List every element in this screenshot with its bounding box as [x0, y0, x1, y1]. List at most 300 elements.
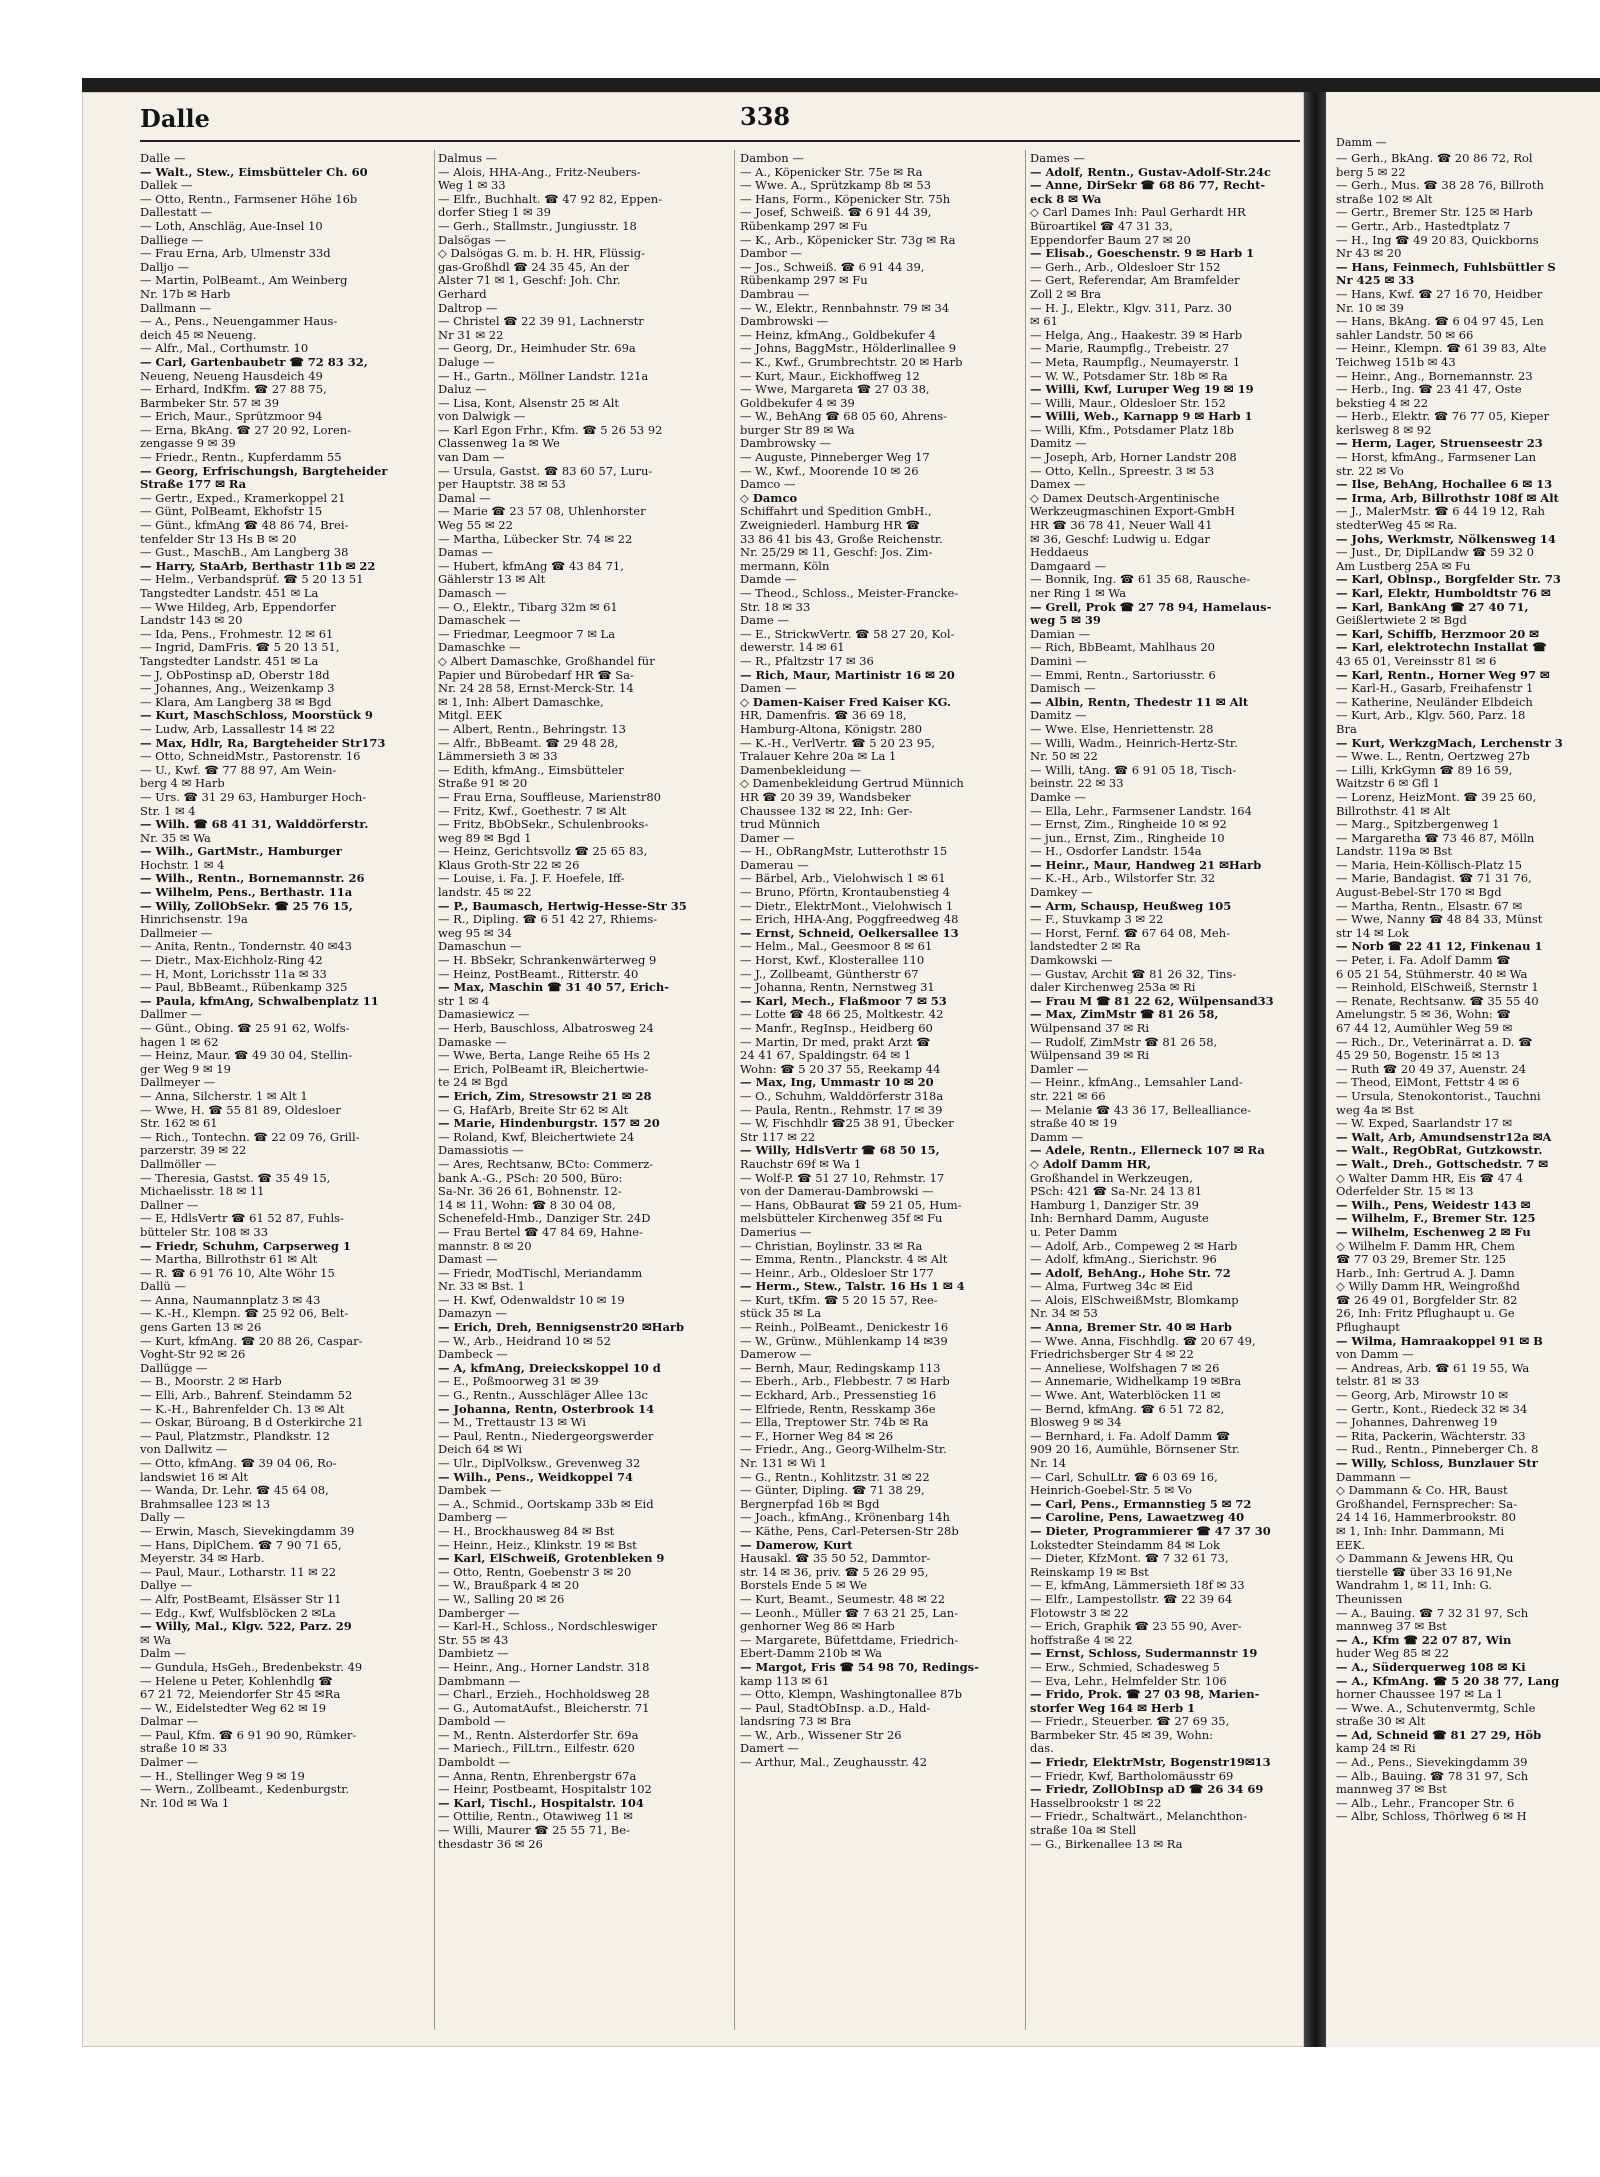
directory-entry: Barmbeker Str. 57 ✉ 39 [140, 396, 280, 410]
scan-left-margin [0, 78, 82, 2028]
directory-entry: — Gundula, HsGeh., Bredenbekstr. 49 [140, 1660, 363, 1674]
directory-entry: Damex — [1030, 478, 1086, 492]
directory-entry: — Dietr., Max-Eichholz-Ring 42 [140, 954, 323, 968]
directory-entry: Großhandel in Werkzeugen, [1030, 1171, 1193, 1185]
directory-entry: Weg 1 ✉ 33 [438, 179, 506, 193]
directory-entry: — W., Salling 20 ✉ 26 [438, 1592, 565, 1606]
column-divider [434, 150, 435, 2030]
directory-entry: — G., Rentn., Ausschläger Allee 13c [438, 1389, 648, 1403]
directory-entry: — Willi, Web., Karnapp 9 ✉ Harb 1 [1030, 410, 1253, 424]
directory-entry: Nr. 10d ✉ Wa 1 [140, 1796, 230, 1810]
directory-entry: Oderfelder Str. 15 ✉ 13 [1336, 1185, 1474, 1199]
directory-entry: — Frau Bertel ☎ 47 84 69, Hahne- [438, 1225, 643, 1239]
directory-entry: — Helga, Ang., Haakestr. 39 ✉ Harb [1030, 328, 1243, 342]
directory-entry: Damkey — [1030, 886, 1093, 900]
directory-entry: Damisch — [1030, 682, 1096, 696]
directory-entry: — Paula, Rentn., Rehmstr. 17 ✉ 39 [740, 1103, 943, 1117]
directory-entry: per Hauptstr. 38 ✉ 53 [438, 478, 566, 492]
directory-entry: Damer — [740, 831, 795, 845]
directory-entry: ✉ 61 [1030, 315, 1058, 329]
directory-entry: — Karl, Oblnsp., Borgfelder Str. 73 [1336, 573, 1561, 587]
directory-entry: Nr. 34 ✉ 53 [1030, 1307, 1098, 1321]
directory-entry: Sa-Nr. 36 26 61, Bohnenstr. 12- [438, 1185, 622, 1199]
page-header-word: Dalle [140, 104, 210, 133]
directory-entry: kamp 24 ✉ Ri [1336, 1742, 1416, 1756]
directory-entry: — Gust., MaschB., Am Langberg 38 [140, 546, 349, 560]
directory-entry: — Günt, PolBeamt, Ekhofstr 15 [140, 505, 323, 519]
directory-entry: — E, kfmAng, Lämmersieth 18f ✉ 33 [1030, 1579, 1245, 1593]
directory-entry: landswiet 16 ✉ Alt [140, 1470, 248, 1484]
directory-entry: Damini — [1030, 654, 1087, 668]
directory-entry: — Ad, Schneid ☎ 81 27 29, Höb [1336, 1728, 1542, 1742]
directory-entry: — Ernst, Schloss, Sudermannstr 19 [1030, 1647, 1258, 1661]
directory-entry: Dalsögas — [438, 233, 506, 247]
directory-entry: August-Bebel-Str 170 ✉ Bgd [1336, 886, 1502, 900]
directory-entry: ☎ 26 49 01, Borgfelder Str. 82 [1336, 1293, 1518, 1307]
directory-entry: storfer Weg 164 ✉ Herb 1 [1030, 1701, 1196, 1715]
directory-entry: gens Garten 13 ✉ 26 [140, 1321, 262, 1335]
directory-entry: — Alma, Furtweg 34c ✉ Eid [1030, 1280, 1193, 1294]
directory-entry: Goldbekufer 4 ✉ 39 [740, 396, 855, 410]
directory-entry: — Adolf, Arb., Compeweg 2 ✉ Harb [1030, 1239, 1238, 1253]
directory-entry: — Alfr., Mal., Corthumstr. 10 [140, 342, 309, 356]
directory-entry: — Eckhard, Arb., Pressenstieg 16 [740, 1389, 937, 1403]
directory-entry: Dambold — [438, 1715, 506, 1729]
directory-entry: Hausakl. ☎ 35 50 52, Dammtor- [740, 1552, 931, 1566]
directory-entry: 67 21 72, Meiendorfer Str 45 ✉Ra [140, 1688, 341, 1702]
directory-entry: Damaschek — [438, 614, 521, 628]
directory-entry: daler Kirchenweg 253a ✉ Ri [1030, 981, 1196, 995]
directory-entry: — Auguste, Pinneberger Weg 17 [740, 451, 930, 465]
directory-entry: — Elfriede, Rentn, Resskamp 36e [740, 1402, 936, 1416]
directory-entry: Meyerstr. 34 ✉ Harb. [140, 1552, 265, 1566]
directory-entry: straße 40 ✉ 19 [1030, 1117, 1118, 1131]
directory-entry: — Heinr., Ang., Horner Landstr. 318 [438, 1660, 650, 1674]
directory-entry: — Erich, PolBeamt iR, Bleichertwie- [438, 1062, 649, 1076]
directory-entry: — Heinr, Postbeamt, Hospitalstr 102 [438, 1783, 652, 1797]
directory-entry: Nr. 24 28 58, Ernst-Merck-Str. 14 [438, 682, 634, 696]
directory-entry: — Hubert, kfmAng ☎ 43 84 71, [438, 559, 624, 573]
directory-entry: — K.-H., VerlVertr. ☎ 5 20 23 95, [740, 736, 936, 750]
directory-entry: — Willi, Wadm., Heinrich-Hertz-Str. [1030, 736, 1238, 750]
directory-entry: Damal — [438, 491, 491, 505]
directory-entry: Damaske — [438, 1035, 507, 1049]
directory-entry: — Roland, Kwf, Bleichertwiete 24 [438, 1130, 635, 1144]
directory-entry: landsring 73 ✉ Bra [740, 1715, 852, 1729]
directory-entry: — Ursula, Gastst. ☎ 83 60 57, Luru- [438, 464, 653, 478]
directory-entry: — Hans, BkAng. ☎ 6 04 97 45, Len [1336, 315, 1544, 329]
directory-entry: Dalmer — [140, 1756, 199, 1770]
directory-entry: — Elli, Arb., Bahrenf. Steindamm 52 [140, 1389, 353, 1403]
directory-entry: — Jos., Schweiß. ☎ 6 91 44 39, [740, 260, 925, 274]
directory-entry: Flotowstr 3 ✉ 22 [1030, 1606, 1129, 1620]
directory-entry: — Paul, Maur., Lotharstr. 11 ✉ 22 [140, 1565, 337, 1579]
directory-entry: — jun., Ernst, Zim., Ringheide 10 [1030, 831, 1225, 845]
directory-entry: — W, Fischhdlr ☎25 38 91, Übecker [740, 1117, 954, 1131]
directory-entry: — E, HdlsVertr ☎ 61 52 87, Fuhls- [140, 1212, 344, 1226]
directory-entry: ✉ Wa [140, 1633, 171, 1647]
directory-entry: — Ludw, Arb, Lassallestr 14 ✉ 22 [140, 722, 336, 736]
directory-entry: — Hans, Form., Köpenicker Str. 75h [740, 192, 951, 206]
directory-entry: — Ulr., DiplVolksw., Grevenweg 32 [438, 1457, 641, 1470]
directory-entry: Landstr. 119a ✉ Bst [1336, 845, 1453, 859]
directory-entry: — Friedr, ElektrMstr, Bogenstr19✉13 [1030, 1756, 1271, 1770]
directory-entry: — Wilhelm, Eschenweg 2 ✉ Fu [1336, 1225, 1531, 1239]
directory-entry: straße 102 ✉ Alt [1336, 192, 1433, 206]
directory-entry: — Ursula, Stenokontorist., Tauchni [1336, 1089, 1541, 1103]
directory-entry: Nr 31 ✉ 22 [438, 328, 504, 342]
directory-entry: — Wwe Hildeg, Arb, Eppendorfer [140, 600, 336, 614]
directory-entry: — F., Stuvkamp 3 ✉ 22 [1030, 913, 1164, 927]
directory-entry: — Carl, SchulLtr. ☎ 6 03 69 16, [1030, 1470, 1218, 1484]
directory-entry: — Max, Ing, Ummastr 10 ✉ 20 [740, 1076, 934, 1090]
directory-entry: — Ottilie, Rentn., Otawiweg 11 ✉ [438, 1810, 633, 1824]
directory-entry: — H, Mont, Lorichsstr 11a ✉ 33 [140, 967, 327, 981]
directory-entry: Weg 55 ✉ 22 [438, 519, 513, 533]
directory-entry: Dambietz — [438, 1647, 509, 1661]
directory-entry: — Horst, Kwf., Klosterallee 110 [740, 954, 925, 968]
directory-entry: mannstr. 8 ✉ 20 [438, 1239, 532, 1253]
directory-entry: — Fritz, BbObSekr., Schulenbrooks- [438, 818, 649, 832]
directory-entry: Lämmersieth 3 ✉ 33 [438, 750, 558, 764]
directory-entry: Büroartikel ☎ 47 31 33, [1030, 219, 1173, 233]
directory-entry: — Johns, BaggMstr., Hölderlinallee 9 [740, 342, 957, 356]
directory-entry: — Margarete, Büfettdame, Friedrich- [740, 1633, 959, 1647]
directory-entry: — Marie, Bandagist. ☎ 71 31 76, [1336, 872, 1532, 886]
directory-entry: — Helm., Verbandsprüf. ☎ 5 20 13 51 [140, 573, 364, 587]
directory-entry: — Max, Maschin ☎ 31 40 57, Erich- [438, 981, 669, 995]
directory-entry: — Wolf-P. ☎ 51 27 10, Rehmstr. 17 [740, 1171, 945, 1185]
directory-entry: — W., Arb., Wissener Str 26 [740, 1728, 902, 1742]
directory-entry: Eppendorfer Baum 27 ✉ 20 [1030, 233, 1191, 247]
directory-entry: Rauchstr 69f ✉ Wa 1 [740, 1157, 862, 1171]
directory-entry: Wohn: ☎ 5 20 37 55, Reekamp 44 [740, 1062, 941, 1076]
directory-entry: Straße 177 ✉ Ra [140, 478, 247, 492]
directory-entry: ✉ 36, Geschf: Ludwig u. Edgar [1030, 532, 1210, 546]
directory-entry: — Arthur, Mal., Zeughausstr. 42 [740, 1756, 928, 1770]
directory-entry: — Erich, HHA-Ang, Poggfreedweg 48 [740, 913, 959, 927]
directory-entry: — Wwe, Nanny ☎ 48 84 33, Münst [1336, 913, 1543, 927]
directory-entry: — Louise, i. Fa. J. F. Hoefele, Iff- [438, 872, 625, 886]
directory-entry: — Arm, Schausp, Heußweg 105 [1030, 899, 1232, 913]
directory-entry: — Ares, Rechtsanw, BCto: Commerz- [438, 1157, 654, 1171]
directory-entry: Damco — [740, 478, 796, 492]
directory-entry: Bergnerpfad 16b ✉ Bgd [740, 1497, 880, 1511]
directory-entry: — H., Stellinger Weg 9 ✉ 19 [140, 1769, 305, 1783]
directory-entry: — Wanda, Dr. Lehr. ☎ 45 64 08, [140, 1484, 329, 1498]
directory-entry: ✉ 1, Inh: Albert Damaschke, [438, 695, 604, 709]
directory-entry: bank A.-G., PSch: 20 500, Büro: [438, 1171, 623, 1185]
directory-entry: Damler — [1030, 1062, 1089, 1076]
directory-entry: — W., Eidelstedter Weg 62 ✉ 19 [140, 1701, 327, 1715]
directory-entry: — H. Kwf, Odenwaldstr 10 ✉ 19 [438, 1293, 625, 1307]
directory-entry: mannweg 37 ✉ Bst [1336, 1783, 1447, 1797]
directory-entry: — W., Elektr., Rennbahnstr. 79 ✉ 34 [740, 301, 950, 315]
directory-entry: huder Weg 85 ✉ 22 [1336, 1647, 1450, 1661]
directory-entry: — J., Zollbeamt, Güntherstr 67 [740, 967, 919, 981]
directory-entry: te 24 ✉ Bgd [438, 1076, 508, 1090]
directory-entry: — Anita, Rentn., Tondernstr. 40 ✉43 [140, 940, 353, 954]
directory-entry: Dalliege — [140, 233, 204, 247]
directory-entry: — Horst, kfmAng., Farmsener Lan [1336, 451, 1537, 465]
directory-entry: Chaussee 132 ✉ 22, Inh: Ger- [740, 804, 913, 818]
directory-entry: stedterWeg 45 ✉ Ra. [1336, 519, 1458, 533]
directory-entry: — Karl, ElSchweiß, Grotenbleken 9 [438, 1552, 665, 1566]
directory-entry: — Maria, Hein-Köllisch-Platz 15 [1336, 858, 1523, 872]
directory-column-1 [140, 152, 418, 1810]
directory-entry: — Elisab., Goeschenstr. 9 ✉ Harb 1 [1030, 247, 1255, 261]
directory-entry: — Heinr., Heiz., Klinkstr. 19 ✉ Bst [438, 1538, 637, 1552]
directory-entry: — Friedr, Schuhm, Carpserweg 1 [140, 1239, 351, 1253]
directory-entry: — Dietr., ElektrMont., Vielohwisch 1 [740, 899, 954, 913]
directory-entry: — A., Schmid., Oortskamp 33b ✉ Eid [438, 1497, 654, 1511]
directory-entry: Amelungstr. 5 ✉ 36, Wohn: ☎ [1336, 1008, 1511, 1022]
directory-entry: Damgaard — [1030, 559, 1107, 573]
directory-entry: — Heinz, Gerichtsvollz ☎ 25 65 83, [438, 845, 648, 859]
directory-entry: weg 4a ✉ Bst [1336, 1103, 1414, 1117]
directory-entry: — Anna, Rentn, Ehrenbergstr 67a [438, 1769, 637, 1783]
directory-entry: Brahmsallee 123 ✉ 13 [140, 1497, 271, 1511]
directory-entry: parzerstr. 39 ✉ 22 [140, 1144, 247, 1158]
directory-entry: hoffstraße 4 ✉ 22 [1030, 1633, 1133, 1647]
facing-page-header: Damm — [1336, 136, 1387, 149]
directory-entry: Inh: Bernhard Damm, Auguste [1030, 1212, 1209, 1226]
directory-entry: — Dieter, KfzMont. ☎ 7 32 61 73, [1030, 1552, 1229, 1566]
directory-entry: — J, ObPostinsp aD, Oberstr 18d [140, 668, 330, 682]
directory-entry: Wandrahm 1, ✉ 11, Inh: G. [1336, 1579, 1492, 1593]
directory-entry: — Gertr., Exped., Kramerkoppel 21 [140, 491, 346, 505]
column-divider [734, 150, 735, 2030]
directory-entry: — Friedr, ModTischl, Meriandamm [438, 1266, 643, 1280]
directory-entry: genhorner Weg 86 ✉ Harb [740, 1620, 895, 1634]
directory-entry: — Norb ☎ 22 41 12, Finkenau 1 [1336, 940, 1543, 954]
directory-entry: — Martin, Dr med, prakt Arzt ☎ [740, 1035, 931, 1049]
directory-entry: — Wilh., Rentn., Bornemannstr. 26 [140, 872, 365, 886]
directory-entry: bütteler Str. 108 ✉ 33 [140, 1225, 269, 1239]
directory-entry: — P., Baumasch, Hertwig-Hesse-Str 35 [438, 899, 687, 913]
directory-entry: Dambrowski — [740, 315, 829, 329]
directory-entry: Landstr 143 ✉ 20 [140, 614, 243, 628]
directory-entry: — Andreas, Arb. ☎ 61 19 55, Wa [1336, 1361, 1530, 1375]
directory-entry: — Eva, Lehr., Helmfelder Str. 106 [1030, 1674, 1227, 1688]
directory-entry: — Karl, BankAng ☎ 27 40 71, [1336, 600, 1529, 614]
directory-entry: — Karl, Schiffb, Herzmoor 20 ✉ [1336, 627, 1539, 641]
directory-entry: — Herm, Lager, Struenseestr 23 [1336, 437, 1543, 451]
directory-entry: weg 89 ✉ Bgd 1 [438, 831, 532, 845]
directory-entry: — Günter, Dipling. ☎ 71 38 29, [740, 1484, 925, 1498]
directory-entry: — Ruth ☎ 20 49 37, Auenstr. 24 [1336, 1062, 1527, 1076]
directory-entry: Harb., Inh: Gertrud A. J. Damn [1336, 1266, 1515, 1280]
directory-entry: Dallü — [140, 1280, 186, 1294]
directory-entry: 45 29 50, Bogenstr. 15 ✉ 13 [1336, 1049, 1500, 1063]
directory-entry: — Marg., Spitzbergenweg 1 [1336, 818, 1500, 832]
directory-entry: — Gert, Referendar, Am Bramfelder [1030, 274, 1240, 288]
directory-entry: — G., Rentn., Kohlitzstr. 31 ✉ 22 [740, 1470, 930, 1484]
directory-entry: Nr. 50 ✉ 22 [1030, 750, 1098, 764]
directory-entry: — Gerh., BkAng. ☎ 20 86 72, Rol [1336, 152, 1533, 165]
directory-entry: — Frau Erna, Arb, Ulmenstr 33d [140, 247, 331, 261]
directory-entry: Damert — [740, 1742, 800, 1756]
directory-entry: Dalle — [140, 152, 186, 165]
directory-entry: — Johannes, Dahrenweg 19 [1336, 1416, 1498, 1430]
directory-entry: — Helene u Peter, Kohlenhdlg ☎ [140, 1674, 333, 1688]
directory-entry: Dambor — [740, 247, 802, 261]
directory-entry: — Alb., Lehr., Francoper Str. 6 [1336, 1796, 1515, 1810]
directory-entry: kerlsweg 8 ✉ 92 [1336, 423, 1432, 437]
directory-entry: straße 10a ✉ Stell [1030, 1824, 1137, 1838]
directory-entry: — W., Arb., Heidrand 10 ✉ 52 [438, 1334, 611, 1348]
directory-entry: — A., Kfm ☎ 22 07 87, Win [1336, 1633, 1512, 1647]
directory-entry: — Melanie ☎ 43 36 17, Bellealliance- [1030, 1103, 1252, 1117]
directory-entry: — Eberh., Arb., Flebbestr. 7 ✉ Harb [740, 1375, 950, 1389]
directory-entry: — Dieter, Programmierer ☎ 47 37 30 [1030, 1524, 1271, 1538]
directory-entry: — A., Süderquerweg 108 ✉ Ki [1336, 1660, 1526, 1674]
directory-entry: — Gertr., Arb., Hastedtplatz 7 [1336, 219, 1511, 233]
directory-entry: 67 44 12, Aumühler Weg 59 ✉ [1336, 1022, 1513, 1035]
directory-entry: Dammann — [1336, 1470, 1411, 1484]
directory-entry: Borstels Ende 5 ✉ We [740, 1579, 868, 1593]
directory-entry: — Friedr., Steuerber. ☎ 27 69 35, [1030, 1715, 1230, 1729]
directory-entry: das. [1030, 1742, 1054, 1756]
directory-entry: — M., Trettaustr 13 ✉ Wi [438, 1416, 586, 1430]
directory-entry: — Emmi, Rentn., Sartoriusstr. 6 [1030, 668, 1216, 682]
directory-entry: Damerius — [740, 1225, 812, 1239]
directory-entry: — K., Arb., Köpenicker Str. 73g ✉ Ra [740, 233, 956, 247]
directory-entry: beinstr. 22 ✉ 33 [1030, 777, 1124, 791]
directory-entry: — Willi, Kwf, Luruper Weg 19 ✉ 19 [1030, 383, 1254, 397]
directory-entry: — Edith, kfmAng., Eimsbütteler [438, 763, 624, 777]
directory-entry: — Joach., kfmAng., Krönenbarg 14h [740, 1511, 950, 1525]
directory-entry: — Georg, Dr., Heimhuder Str. 69a [438, 342, 636, 356]
directory-entry: — Martha, Billrothstr 61 ✉ Alt [140, 1253, 318, 1267]
directory-entry: gas-Großhdl ☎ 24 35 45, An der [438, 260, 629, 274]
directory-entry: — Irma, Arb, Billrothstr 108f ✉ Alt [1336, 491, 1559, 505]
directory-entry: HR ☎ 36 78 41, Neuer Wall 41 [1030, 519, 1213, 533]
directory-entry: ◇ Damen-Kaiser Fred Kaiser KG. [740, 695, 952, 709]
directory-entry: — Willi, Maur., Oldesloer Str. 152 [1030, 396, 1226, 410]
directory-entry: bekstieg 4 ✉ 22 [1336, 396, 1429, 410]
directory-entry: Damke — [1030, 790, 1086, 804]
directory-entry: ◇ Damenbekleidung Gertrud Münnich [740, 777, 964, 791]
directory-entry: Daluge — [438, 355, 495, 369]
directory-entry: 24 14 16, Hammerbrookstr. 80 [1336, 1511, 1516, 1525]
directory-entry: Nr. 17b ✉ Harb [140, 287, 231, 301]
directory-entry: Rübenkamp 297 ✉ Fu [740, 274, 868, 288]
directory-entry: — Margot, Fris ☎ 54 98 70, Redings- [740, 1660, 979, 1674]
directory-entry: — Lilli, KrkGymn ☎ 89 16 59, [1336, 763, 1513, 777]
directory-entry: — Christel ☎ 22 39 91, Lachnerstr [438, 315, 644, 329]
directory-entry: — Marie ☎ 23 57 08, Uhlenhorster [438, 505, 646, 519]
directory-entry: — Wilhelm, Pens., Berthastr. 11a [140, 886, 353, 900]
directory-entry: sahler Landstr. 50 ✉ 66 [1336, 328, 1474, 342]
directory-entry: Dalmus — [438, 152, 498, 165]
directory-entry: Zweigniederl. Hamburg HR ☎ [740, 519, 920, 533]
directory-entry: ◇ Damco [740, 491, 798, 505]
directory-entry: — Günt., kfmAng ☎ 48 86 74, Brei- [140, 519, 349, 533]
directory-entry: str. 14 ✉ 36, priv. ☎ 5 26 29 95, [740, 1565, 929, 1579]
directory-entry: Dallmer — [140, 1008, 202, 1022]
directory-entry: eck 8 ✉ Wa [1030, 192, 1102, 206]
directory-entry: — Heinr., Klempn. ☎ 61 39 83, Alte [1336, 342, 1547, 356]
directory-entry: — Ernst, Zim., Ringheide 10 ✉ 92 [1030, 818, 1227, 832]
directory-entry: — Heinz, kfmAng., Goldbekufer 4 [740, 328, 936, 342]
directory-entry: ☎ 77 03 29, Bremer Str. 125 [1336, 1253, 1507, 1267]
directory-entry: — Lotte ☎ 48 66 25, Moltkestr. 42 [740, 1008, 944, 1022]
directory-entry: Heinrich-Goebel-Str. 5 ✉ Vo [1030, 1484, 1192, 1498]
directory-entry: — Martha, Rentn., Elsastr. 67 ✉ [1336, 899, 1523, 913]
directory-entry: Dallye — [140, 1579, 192, 1593]
directory-entry: — Willi, Maurer ☎ 25 55 71, Be- [438, 1824, 630, 1838]
directory-entry: Hamburg 1, Danziger Str. 39 [1030, 1198, 1199, 1212]
directory-entry: telstr. 81 ✉ 33 [1336, 1375, 1420, 1389]
directory-entry: — Paul, Kfm. ☎ 6 91 90 90, Rümker- [140, 1728, 357, 1742]
directory-entry: — G., Birkenallee 13 ✉ Ra [1030, 1837, 1183, 1851]
directory-entry: — K.-H., Bahrenfelder Ch. 13 ✉ Alt [140, 1402, 345, 1416]
directory-entry: — Theod., Schloss., Meister-Francke- [740, 587, 959, 600]
directory-entry: — Rich, Maur, Martinistr 16 ✉ 20 [740, 668, 955, 682]
directory-entry: Dambrowsky — [740, 437, 832, 451]
directory-entry: Hochstr. 1 ✉ 4 [140, 858, 225, 872]
directory-entry: — Kurt, Beamt., Seumestr. 48 ✉ 22 [740, 1592, 946, 1606]
directory-entry: Dambon — [740, 152, 804, 165]
facing-page [1326, 92, 1600, 2047]
directory-entry: — Friedr, Kwf, Bartholomäusstr 69 [1030, 1769, 1234, 1783]
directory-entry: — Walt., Dreh., Gottschedstr. 7 ✉ [1336, 1157, 1549, 1171]
directory-entry: — Herb., Ing. ☎ 23 41 47, Oste [1336, 383, 1522, 397]
page-number: 338 [740, 102, 791, 131]
directory-entry: — Wilh. ☎ 68 41 31, Walddörferstr. [140, 818, 369, 832]
directory-entry: 43 65 01, Vereinsstr 81 ✉ 6 [1336, 654, 1497, 668]
directory-entry: — Walt, Arb, Amundsenstr12a ✉A [1336, 1130, 1552, 1144]
directory-entry: — Heinr., Maur, Handweg 21 ✉Harb [1030, 858, 1262, 872]
directory-entry: — Paul, Platzmstr., Plandkstr. 12 [140, 1429, 330, 1443]
directory-entry: — Gustav, Archit ☎ 81 26 32, Tins- [1030, 967, 1237, 981]
directory-entry: — Rich, BbBeamt, Mahlhaus 20 [1030, 641, 1215, 655]
directory-entry: ◇ Adolf Damm HR, [1030, 1157, 1151, 1171]
directory-entry: Ebert-Damm 210b ✉ Wa [740, 1647, 883, 1661]
header-rule [140, 140, 1300, 142]
directory-entry: Str. 162 ✉ 61 [140, 1117, 218, 1131]
directory-entry: Dallek — [140, 179, 193, 193]
directory-entry: PSch: 421 ☎ Sa-Nr. 24 13 81 [1030, 1185, 1203, 1199]
directory-entry: — Wwe, Berta, Lange Reihe 65 Hs 2 [438, 1049, 651, 1063]
directory-entry: — Adolf, Rentn., Gustav-Adolf-Str.24c [1030, 165, 1271, 179]
directory-entry: Nr. 35 ✉ Wa [140, 831, 211, 845]
directory-entry: — W. Exped, Saarlandstr 17 ✉ [1336, 1117, 1512, 1131]
directory-entry: — Rich., Tontechn. ☎ 22 09 76, Grill- [140, 1130, 360, 1144]
directory-entry: — A., Köpenicker Str. 75e ✉ Ra [740, 165, 923, 179]
directory-entry: — Karl-H., Gasarb, Freihafenstr 1 [1336, 682, 1534, 696]
directory-entry: — Hans, DiplChem. ☎ 7 90 71 65, [140, 1538, 342, 1552]
directory-entry: Hasselbrookstr 1 ✉ 22 [1030, 1796, 1162, 1810]
directory-entry: Dames — [1030, 152, 1085, 165]
directory-entry: Am Lustberg 25A ✉ Fu [1336, 559, 1471, 573]
directory-entry: — Willy, HdlsVertr ☎ 68 50 15, [740, 1144, 940, 1158]
directory-entry: — Alois, ElSchweißMstr, Blomkamp [1030, 1293, 1239, 1307]
directory-entry: — Wern., Zollbeamt., Kedenburgstr. [140, 1783, 350, 1797]
directory-entry: Dambmann — [438, 1674, 521, 1688]
directory-entry: Damboldt — [438, 1756, 511, 1770]
directory-entry: Str. 18 ✉ 33 [740, 600, 811, 614]
directory-entry: Damazyn — [438, 1307, 507, 1321]
directory-entry: — Gerh., Mus. ☎ 38 28 76, Billroth [1336, 179, 1544, 193]
directory-entry: str. 22 ✉ Vo [1336, 464, 1404, 478]
directory-entry: dewerstr. 14 ✉ 61 [740, 641, 845, 655]
directory-entry: — Klara, Am Langberg 38 ✉ Bgd [140, 695, 332, 709]
directory-column-3 [740, 152, 1018, 1770]
directory-entry: — Josef, Schweiß. ☎ 6 91 44 39, [740, 206, 932, 220]
directory-entry: — Hans, Feinmech, Fuhlsbüttler S [1336, 260, 1556, 274]
